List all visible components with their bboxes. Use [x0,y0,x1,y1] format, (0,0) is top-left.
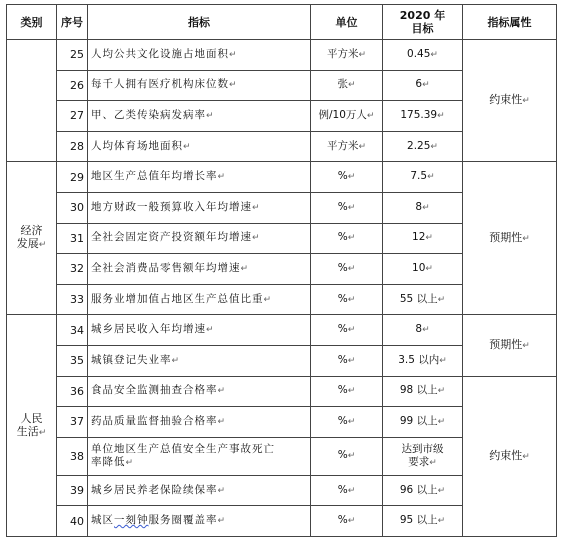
unit-cell: %↵ [311,284,383,315]
target-cell: 12↵ [383,223,463,254]
indicator-cell: 地区生产总值年均增长率↵ [88,162,311,193]
indicator-cell: 甲、乙类传染病发病率↵ [88,101,311,132]
table-row [7,162,557,193]
header-seq: 序号 [57,5,88,40]
target-cell: 7.5↵ [383,162,463,193]
seq-cell: 39 [57,475,88,506]
unit-cell: 例/10万人↵ [311,101,383,132]
unit-cell: %↵ [311,376,383,407]
seq-cell: 32 [57,254,88,285]
seq-cell: 30 [57,192,88,223]
target-cell: 8↵ [383,192,463,223]
target-line1: 达到市级 [401,442,444,455]
target-cell: 10↵ [383,254,463,285]
indicator-cell [88,437,311,475]
unit-cell: 平方米↵ [311,40,383,71]
header-row [7,5,557,40]
target-cell: 96 以上↵ [383,475,463,506]
category-life-line2: 生活↵ [16,424,47,438]
unit-cell: %↵ [311,475,383,506]
indicator-table-container [6,4,557,537]
indicator-cell: 食品安全监测抽查合格率↵ [88,376,311,407]
header-target-line2: 目标 [411,22,434,35]
unit-cell: %↵ [311,223,383,254]
header-indicator: 指标 [88,5,311,40]
attribute-cell: 预期性↵ [463,315,557,376]
table-row [7,315,557,346]
target-cell: 95 以上↵ [383,506,463,537]
indicator-cell: 服务业增加值占地区生产总值比重↵ [88,284,311,315]
indicator-cell: 药品质量监督抽验合格率↵ [88,407,311,438]
indicator-cell: 地方财政一般预算收入年均增速↵ [88,192,311,223]
indicator-table [6,4,557,537]
seq-cell: 28 [57,131,88,162]
indicator-cell: 人均公共文化设施占地面积↵ [88,40,311,71]
target-cell: 8↵ [383,315,463,346]
seq-cell: 38 [57,437,88,475]
seq-cell: 31 [57,223,88,254]
seq-cell: 40 [57,506,88,537]
target-cell: 2.25↵ [383,131,463,162]
category-cell-empty [7,40,57,162]
seq-cell: 37 [57,407,88,438]
target-cell: 99 以上↵ [383,407,463,438]
unit-cell: 平方米↵ [311,131,383,162]
indicator-cell: 人均体育场地面积↵ [88,131,311,162]
unit-cell: %↵ [311,315,383,346]
spellcheck-underlined-text: 一刻钟 [114,514,149,527]
seq-cell: 35 [57,345,88,376]
category-cell-economy [7,162,57,315]
target-cell: 98 以上↵ [383,376,463,407]
attribute-cell: 预期性↵ [463,162,557,315]
target-line2: 要求↵ [408,455,437,468]
unit-cell: %↵ [311,407,383,438]
table-row [7,376,557,407]
unit-cell: 张↵ [311,70,383,101]
target-cell: 55 以上↵ [383,284,463,315]
seq-cell: 27 [57,101,88,132]
indicator-cell: 全社会消费品零售额年均增速↵ [88,254,311,285]
category-economy-line1: 经济 [20,224,43,238]
indicator-line2: 率降低↵ [91,455,135,468]
seq-cell: 25 [57,40,88,71]
seq-cell: 26 [57,70,88,101]
indicator-cell: 城区一刻钟服务圈覆盖率↵ [88,506,311,537]
header-target-line1: 2020 年 [399,9,446,22]
attribute-cell: 约束性↵ [463,376,557,536]
indicator-cell: 全社会固定资产投资额年均增速↵ [88,223,311,254]
unit-cell: %↵ [311,506,383,537]
unit-cell: %↵ [311,254,383,285]
unit-cell: %↵ [311,192,383,223]
unit-cell: %↵ [311,345,383,376]
indicator-cell: 城乡居民养老保险续保率↵ [88,475,311,506]
seq-cell: 33 [57,284,88,315]
target-cell: 175.39↵ [383,101,463,132]
table-row [7,40,557,71]
header-category: 类别 [7,5,57,40]
target-cell: 0.45↵ [383,40,463,71]
indicator-line1: 单位地区生产总值安全生产事故死亡 [91,442,275,455]
header-unit: 单位 [311,5,383,40]
target-cell: 6↵ [383,70,463,101]
seq-cell: 34 [57,315,88,346]
header-attribute: 指标属性 [463,5,557,40]
target-cell: 3.5 以内↵ [383,345,463,376]
attribute-cell: 约束性↵ [463,40,557,162]
seq-cell: 29 [57,162,88,193]
unit-cell: %↵ [311,437,383,475]
header-target [383,5,463,40]
category-cell-life [7,315,57,537]
target-cell [383,437,463,475]
indicator-cell: 城镇登记失业率↵ [88,345,311,376]
indicator-cell: 城乡居民收入年均增速↵ [88,315,311,346]
category-life-line1: 人民 [20,411,43,425]
indicator-cell: 每千人拥有医疗机构床位数↵ [88,70,311,101]
seq-cell: 36 [57,376,88,407]
category-economy-line2: 发展↵ [16,237,47,251]
unit-cell: %↵ [311,162,383,193]
